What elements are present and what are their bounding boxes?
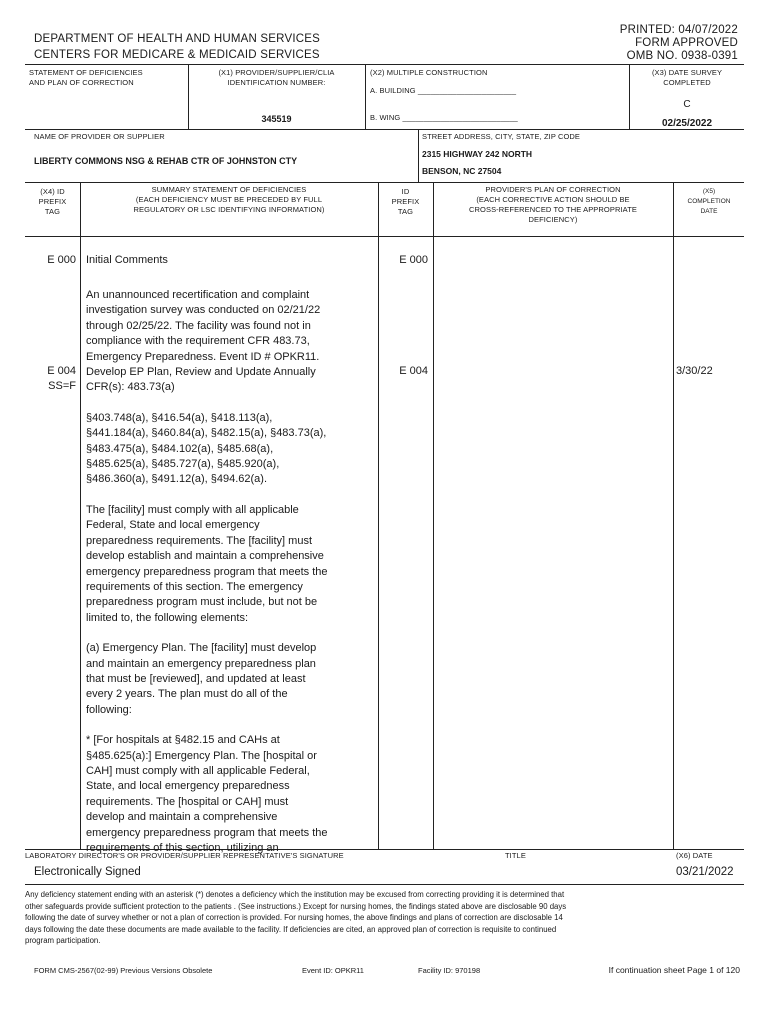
printed-date: PRINTED: 04/07/2022 bbox=[619, 24, 738, 36]
signature-label: LABORATORY DIRECTOR'S OR PROVIDER/SUPPLIER REPRESENTATIVE'S SIGNATURE bbox=[25, 851, 344, 860]
rule-columns-bottom bbox=[25, 236, 744, 237]
col-x5-header: (X5) COMPLETION DATE bbox=[687, 188, 731, 215]
address-line2: BENSON, NC 27504 bbox=[422, 166, 502, 176]
x2-label: (X2) MULTIPLE CONSTRUCTION bbox=[370, 68, 488, 77]
x3-label: (X3) DATE SURVEY COMPLETED bbox=[651, 68, 723, 87]
footer-facility-id: Facility ID: 970198 bbox=[418, 966, 481, 975]
footer-page-number: If continuation sheet Page 1 of 120 bbox=[608, 965, 740, 975]
survey-code: C bbox=[683, 99, 691, 110]
address-label: STREET ADDRESS, CITY, STATE, ZIP CODE bbox=[422, 132, 581, 141]
address-line1: 2315 HIGHWAY 242 NORTH bbox=[422, 149, 533, 159]
sign-date-value: 03/21/2022 bbox=[676, 866, 734, 878]
e004-id: E 004 bbox=[399, 365, 428, 377]
rule-v-address bbox=[418, 129, 419, 182]
e004-severity: SS=F bbox=[48, 380, 76, 392]
rule-v2 bbox=[365, 64, 366, 129]
signature-value: Electronically Signed bbox=[34, 866, 141, 878]
e004-completion-date: 3/30/22 bbox=[676, 365, 713, 377]
col-x4-header: (X4) ID PREFIX TAG bbox=[38, 187, 67, 216]
rule-col-x4 bbox=[80, 182, 81, 849]
form-approved: FORM APPROVED bbox=[635, 37, 738, 49]
paragraph-hospitals: * [For hospitals at §482.15 and CAHs at §485.625(a):] Emergency Plan. The [hospital or CAH] must comply with all applicable Federal, State, and local emergency preparedness requirements. The [hospital or CAH] must develop and maintain a comprehensive emergency preparedness program that meets the requirements of this section, utilizing an bbox=[86, 734, 328, 854]
paragraph-emergency-plan: (a) Emergency Plan. The [facility] must develop and maintain an emergency preparedness plan that must be [reviewed], and updated at least every 2 years. The plan must do all of the following: bbox=[86, 642, 317, 716]
rule-signature-bottom bbox=[25, 884, 744, 885]
e000-title: Initial Comments bbox=[86, 254, 168, 266]
statement-label: STATEMENT OF DEFICIENCIES AND PLAN OF CORRECTION bbox=[29, 68, 143, 87]
paragraph-intro: An unannounced recertification and complaint investigation survey was conducted on 02/21/22 through 02/25/22. The facility was found not in compliance with the requirement CFR 483.73, Emergency Preparedness. Event ID # OPKR11. Develop EP Plan, Review and Update Annually CFR(s): 483.73(a) bbox=[86, 289, 321, 394]
rule-top bbox=[25, 64, 744, 65]
paragraph-citations: §403.748(a), §416.54(a), §418.113(a), §441.184(a), §460.84(a), §482.15(a), §483.73(a), §483.475(a), §484.102(a), §485.68(a), §485.625(a), §485.727(a), §485.920(a), §486.360(a), §491.12(a), §494.62(a). bbox=[86, 411, 327, 486]
provider-name: LIBERTY COMMONS NSG & REHAB CTR OF JOHNSTON CTY bbox=[34, 156, 298, 166]
deficiency-text bbox=[86, 288, 376, 871]
paragraph-requirements: The [facility] must comply with all applicable Federal, State and local emergency preparedness requirements. The [facility] must develop establish and maintain a comprehensive emergency preparedness program that meets the requirements of this section. The emergency preparedness program must include, but not be limited to, the following elements: bbox=[86, 503, 328, 624]
building-label: A. BUILDING _______________________ bbox=[370, 86, 517, 95]
rule-col-summary bbox=[378, 182, 379, 849]
provider-label: NAME OF PROVIDER OR SUPPLIER bbox=[34, 132, 165, 141]
col-summary-header: SUMMARY STATEMENT OF DEFICIENCIES (EACH DEFICIENCY MUST BE PRECEDED BY FULL REGULATORY OR LSC IDENTIFYING INFORMATION) bbox=[133, 185, 325, 214]
omb-number: OMB NO. 0938-0391 bbox=[626, 50, 738, 62]
department-name: DEPARTMENT OF HEALTH AND HUMAN SERVICES bbox=[34, 33, 320, 45]
e000-tag: E 000 bbox=[47, 254, 76, 266]
centers-name: CENTERS FOR MEDICARE & MEDICAID SERVICES bbox=[34, 49, 320, 61]
footer-event-id: Event ID: OPKR11 bbox=[302, 966, 364, 975]
rule-header-bottom bbox=[25, 129, 744, 130]
rule-col-id bbox=[433, 182, 434, 849]
survey-date: 02/25/2022 bbox=[661, 118, 713, 129]
e000-id: E 000 bbox=[399, 254, 428, 266]
title-label: TITLE bbox=[505, 851, 526, 860]
x1-label: (X1) PROVIDER/SUPPLIER/CLIA IDENTIFICATION NUMBER: bbox=[218, 68, 335, 87]
wing-label: B. WING ___________________________ bbox=[370, 113, 518, 122]
disclaimer: Any deficiency statement ending with an asterisk (*) denotes a deficiency which the institution may be excused from correcting providing it is determined that other safeguards provide sufficient protection to the patients . (See instructions.) Except for nursing homes, the findings stated above are disclosable 90 days following the date of survey whether or not a plan of correction is provided. For nursing homes, the above findings and plans of correction are disclosable 14 days following the date these documents are made available to the facility. If deficiencies are cited, an approved plan of correction is requisite to continued program participation. bbox=[25, 890, 567, 945]
col-plan-header: PROVIDER'S PLAN OF CORRECTION (EACH CORRECTIVE ACTION SHOULD BE CROSS-REFERENCED TO THE APPROPRIATE DEFICIENCY) bbox=[469, 185, 637, 224]
e004-tag: E 004 bbox=[47, 365, 76, 377]
provider-id-number: 345519 bbox=[261, 114, 292, 124]
rule-provider-bottom bbox=[25, 182, 744, 183]
col-id-header: ID PREFIX TAG bbox=[391, 187, 420, 216]
rule-col-plan bbox=[673, 182, 674, 849]
footer-form-number: FORM CMS-2567(02-99) Previous Versions Obsolete bbox=[34, 966, 213, 975]
sign-date-label: (X6) DATE bbox=[676, 851, 713, 860]
